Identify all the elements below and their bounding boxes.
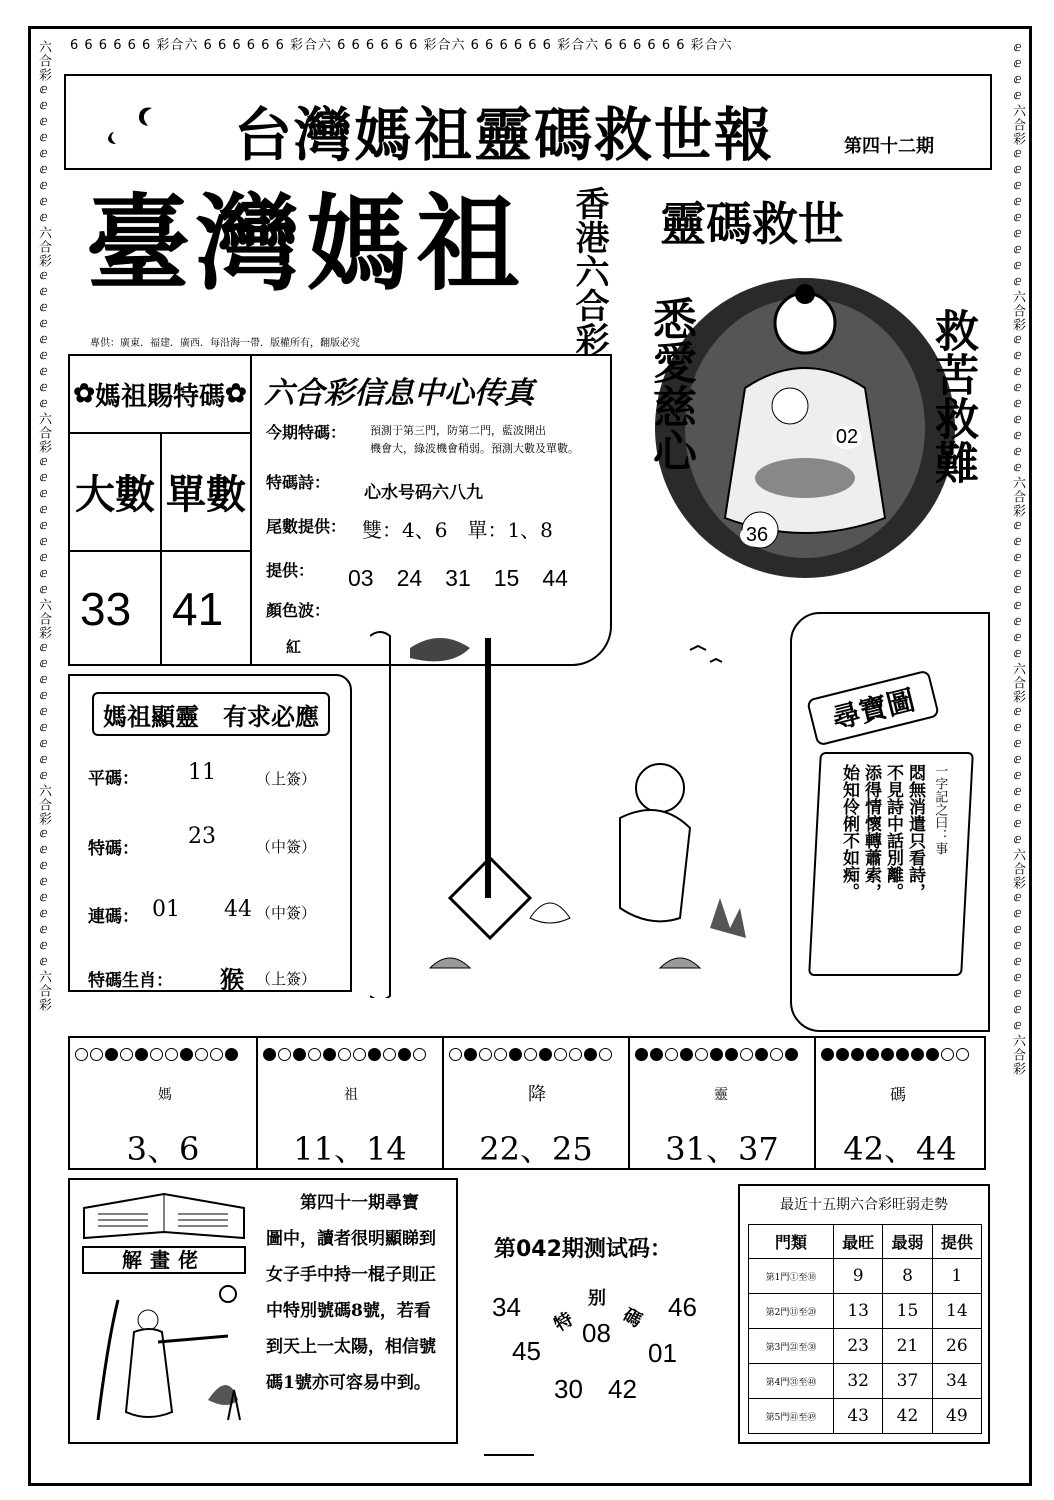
flower-icon: ✿ — [225, 379, 247, 409]
band-5-value: 42、44 — [843, 1130, 957, 1168]
mazu-row-4-note: （上簽） — [256, 970, 317, 988]
big-title: 臺灣媽祖 — [86, 183, 527, 305]
issue-number: 第四十二期 — [844, 136, 934, 157]
info-r2-text: 心水号码六八九 — [364, 483, 483, 503]
trend-table — [748, 1224, 982, 1434]
info-r1-text2: 機會大，綠波機會稍弱。預測大數及單數。 — [370, 442, 579, 455]
right-border-label-2: 六合彩 — [1010, 290, 1025, 332]
band-5 — [816, 1038, 984, 1168]
info-r3-label: 尾數提供： — [266, 517, 347, 536]
treasure-title: 尋寶圖 — [806, 669, 940, 746]
mazu-row-2-note: （中簽） — [256, 838, 317, 856]
treasure-illustration — [370, 628, 800, 998]
rights-line: 專供：廣東．福建．廣西．每沿海一帶．版權所有，翻版必究 — [90, 338, 360, 349]
explain-line-6: 碼1號亦可容易中到。 — [266, 1373, 431, 1393]
test-number-2: 46 — [668, 1292, 697, 1322]
poem-line-2: 悶無消遣只看詩， — [905, 764, 925, 900]
masthead — [64, 74, 992, 170]
masthead-title: 台灣媽祖靈碼救世報 — [234, 101, 775, 169]
explain-line-3: 女子手中持一棍子則正 — [266, 1265, 436, 1285]
flower-icon: ✿ — [73, 379, 95, 409]
left-border-label-4: 六合彩 — [36, 598, 51, 640]
trend-row-2-max: 13 — [834, 1294, 883, 1329]
mazu-row-4-label: 特碼生肖： — [88, 971, 173, 991]
trend-header-3: 最弱 — [883, 1225, 932, 1259]
trend-row-1-min: 8 — [883, 1259, 932, 1294]
trend-row-3-pick: 26 — [932, 1329, 981, 1364]
special-cell-1: 大數 — [70, 432, 162, 552]
bands-box — [68, 1036, 986, 1170]
trend-row-3-cat: 第3門㉑至㉚ — [749, 1329, 834, 1364]
poem-line-5: 始知伶俐不如痴。 — [839, 764, 859, 900]
test-number-7: 42 — [608, 1374, 637, 1404]
right-border-label-4: 六合彩 — [1010, 662, 1025, 704]
band-2-balls — [262, 1044, 427, 1063]
test-area — [470, 1178, 720, 1444]
open-book-icon — [78, 1188, 258, 1244]
band-3-label: 降 — [528, 1084, 546, 1105]
lingma-number-1: 02 — [832, 426, 862, 449]
trend-box — [738, 1184, 990, 1444]
poem-line-4: 添得情懷轉蕭索， — [861, 764, 881, 900]
mazu-row-1-label: 平碼： — [88, 769, 139, 789]
right-border-text: ⅇⅇⅇⅇ六合彩ⅇⅇⅇⅇⅇⅇⅇⅇⅇ六合彩ⅇⅇⅇⅇⅇⅇⅇⅇⅇ六合彩ⅇⅇⅇⅇⅇⅇⅇⅇⅇ六合彩ⅇⅇⅇⅇⅇⅇⅇⅇⅇ六合彩ⅇⅇⅇⅇⅇⅇⅇⅇⅇ六合彩 — [1010, 40, 1025, 1076]
band-5-balls — [820, 1044, 970, 1063]
special-cell-2: 單數 — [162, 432, 250, 552]
info-box — [252, 354, 612, 666]
test-number-4: 45 — [512, 1336, 541, 1366]
trend-row — [749, 1294, 982, 1329]
band-5-label: 碼 — [890, 1085, 907, 1104]
trend-row-1-cat: 第1門①至⑩ — [749, 1259, 834, 1294]
left-border-label-2: 六合彩 — [36, 226, 51, 268]
trend-row-3-max: 23 — [834, 1329, 883, 1364]
mazu-row-3-value: 01 44 — [152, 897, 252, 922]
info-r2-label: 特碼詩： — [266, 473, 331, 492]
poem-line-3: 不見詩中話別離。 — [883, 764, 903, 900]
mazu-row-4-value: 猴 — [220, 965, 244, 994]
band-4-balls — [634, 1044, 799, 1063]
right-border-label-5: 六合彩 — [1010, 848, 1025, 890]
special-number-1: 33 — [80, 583, 132, 635]
info-r4-numbers: 03 24 31 15 44 — [348, 565, 568, 591]
mazu-row-3-note: （中簽） — [256, 904, 317, 922]
trend-row — [749, 1329, 982, 1364]
band-1 — [70, 1038, 258, 1168]
trend-row-1-pick: 1 — [932, 1259, 981, 1294]
poem-line-1: 一字記之曰：事 — [932, 764, 948, 855]
explain-line-5: 到天上一太陽，相信號 — [266, 1337, 436, 1357]
trend-row-5-cat: 第5門㊶至㊾ — [749, 1399, 834, 1434]
test-number-1: 34 — [492, 1292, 521, 1322]
trend-row-3-min: 21 — [883, 1329, 932, 1364]
info-title: 六合彩信息中心传真 — [264, 376, 534, 411]
mazu-title: 媽祖顯靈 有求必應 — [92, 692, 330, 736]
trend-row-5-pick: 49 — [932, 1399, 981, 1434]
band-1-value: 3、6 — [126, 1130, 200, 1168]
mazu-row-1-value: 11 — [188, 760, 216, 785]
band-4-value: 31、37 — [665, 1130, 779, 1168]
test-number-3: 08 — [582, 1318, 611, 1348]
lingma-top-text: 靈碼救世 — [660, 197, 844, 251]
trend-row-2-min: 15 — [883, 1294, 932, 1329]
test-word-1: 特 — [550, 1308, 577, 1336]
trend-row-4-pick: 34 — [932, 1364, 981, 1399]
trend-row — [749, 1364, 982, 1399]
trend-header-4: 提供 — [932, 1225, 981, 1259]
band-1-balls — [74, 1044, 239, 1063]
bottom-rule — [484, 1454, 534, 1456]
left-border-label-3: 六合彩 — [36, 412, 51, 454]
right-border-label-6: 六合彩 — [1010, 1034, 1025, 1076]
lady-illustration — [78, 1280, 258, 1436]
trend-row — [749, 1259, 982, 1294]
mazu-box — [68, 674, 352, 992]
mazu-row-2-label: 特碼： — [88, 839, 139, 859]
trend-header-1: 門類 — [749, 1225, 834, 1259]
mazu-row-2-value: 23 — [188, 824, 216, 849]
lingma-area — [620, 178, 990, 598]
band-2-label: 祖 — [344, 1087, 358, 1103]
info-r4-label: 提供： — [266, 561, 315, 580]
mazu-row-1-note: （上簽） — [256, 770, 317, 788]
trend-row-5-max: 43 — [834, 1399, 883, 1434]
left-border-text: 六合彩ⅇⅇⅇⅇⅇⅇⅇⅇⅇ六合彩ⅇⅇⅇⅇⅇⅇⅇⅇⅇ六合彩ⅇⅇⅇⅇⅇⅇⅇⅇⅇ六合彩ⅇⅇⅇⅇⅇⅇⅇⅇⅇ六合彩ⅇⅇⅇⅇⅇⅇⅇⅇⅇ六合彩 — [36, 40, 51, 1012]
top-border-text: 6 6 6 6 6 6 彩合六 6 6 6 6 6 6 彩合六 6 6 6 6 6 6 彩合六 6 6 6 6 6 6 彩合六 6 6 6 6 6 6 彩合六 — [70, 38, 733, 53]
book-image — [78, 1188, 258, 1244]
lingma-right-text: 救苦救難 — [927, 308, 978, 484]
info-r1-label: 今期特碼： — [266, 423, 347, 442]
trend-row-4-min: 37 — [883, 1364, 932, 1399]
lingma-left-text: 悉愛慈心 — [645, 296, 696, 472]
side-label: 香港六合彩 — [569, 186, 609, 356]
treasure-panel — [790, 612, 990, 1032]
trend-row-4-cat: 第4門㉛至㊵ — [749, 1364, 834, 1399]
trend-row-2-pick: 14 — [932, 1294, 981, 1329]
test-word-3: 碼 — [619, 1304, 646, 1332]
info-r1-text1: 預測于第三門，防第二門，藍波開出 — [370, 424, 546, 437]
explain-box — [68, 1178, 458, 1444]
left-border-label-6: 六合彩 — [36, 970, 51, 1012]
trend-row-5-min: 42 — [883, 1399, 932, 1434]
explain-line-2: 圖中，讀者很明顯睇到 — [266, 1229, 436, 1249]
band-2-value: 11、14 — [293, 1130, 407, 1168]
info-r3-text: 雙：4、6 單：1、8 — [362, 518, 553, 542]
right-border-label-1: 六合彩 — [1010, 104, 1025, 146]
trend-header-2: 最旺 — [834, 1225, 883, 1259]
left-border-label-5: 六合彩 — [36, 784, 51, 826]
trend-row — [749, 1399, 982, 1434]
trend-row-1-max: 9 — [834, 1259, 883, 1294]
moon-icon — [102, 102, 172, 146]
band-3 — [444, 1038, 630, 1168]
explain-line-4: 中特別號碼8號，若看 — [266, 1301, 431, 1321]
info-r5-text: 紅 — [286, 638, 302, 656]
trend-row-4-max: 32 — [834, 1364, 883, 1399]
info-r5-label: 顏色波： — [266, 601, 331, 620]
band-2 — [258, 1038, 444, 1168]
test-number-6: 30 — [554, 1374, 583, 1404]
band-4-label: 靈 — [714, 1087, 728, 1103]
test-word-2: 别 — [588, 1288, 606, 1309]
special-number-2: 41 — [172, 583, 224, 635]
trend-row-2-cat: 第2門⑪至⑳ — [749, 1294, 834, 1329]
special-box — [68, 354, 252, 666]
special-badge — [70, 356, 250, 434]
special-badge-text: 媽祖賜特碼 — [94, 381, 225, 412]
special-divider — [160, 552, 162, 664]
band-3-value: 22、25 — [479, 1130, 593, 1168]
band-3-balls — [448, 1044, 613, 1063]
mazu-row-3-label: 連碼： — [88, 907, 139, 927]
band-1-label: 媽 — [158, 1087, 172, 1103]
explain-line-1: 第四十一期尋寶 — [300, 1193, 419, 1213]
test-number-5: 01 — [648, 1338, 677, 1368]
left-border-label-1: 六合彩 — [36, 40, 51, 82]
band-4 — [630, 1038, 816, 1168]
test-title: 第042期测试码： — [494, 1237, 672, 1262]
explain-title: 解畫佬 — [82, 1246, 246, 1274]
trend-title: 最近十五期六合彩旺弱走勢 — [780, 1197, 948, 1213]
lingma-number-2: 36 — [740, 524, 774, 547]
right-border-label-3: 六合彩 — [1010, 476, 1025, 518]
